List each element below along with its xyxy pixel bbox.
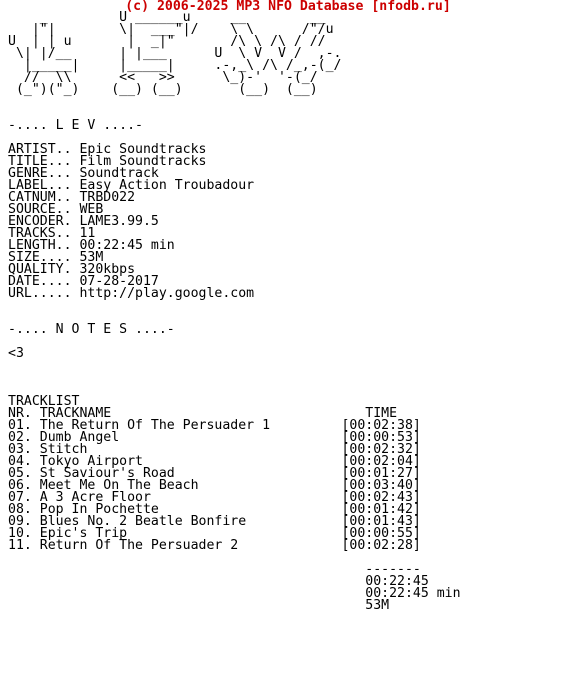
tracklist-column-header: NR. TRACKNAME TIME	[8, 406, 398, 421]
nfo-document	[8, 12, 461, 612]
tracklist-title: TRACKLIST	[8, 394, 80, 409]
tracklist-rows: 01. The Return Of The Persuader 1 [00:02:38] 02. Dumb Angel [00:00:53] 03. Stitch [00:02:32] 04. Tokyo Airport [00:02:04] 05. St Saviour's Road [00:01:27] 06. Meet Me On The Beach [00:03:40] 07. A 3 Acre Floor [00:02:43] 08. Pop In Pochette [00:01:42] 09. Blues No. 2 Beatle Bonfire [00:01:43] 10. Epic's Trip [00:00:55] 11. Return Of The Persuader 2 [00:02:28]	[8, 418, 421, 553]
release-info-block: ARTIST.. Epic Soundtracks TITLE... Film Soundtracks GENRE... Soundtrack LABEL... Easy Action Troubadour CATNUM.. TRBD022 SOURCE.. WEB ENCODER. LAME3.99.5 TRACKS.. 11 LENGTH.. 00:22:45 min SIZE.... 53M QUALITY. 320kbps DATE.... 07-28-2017 URL..... http://play.google.com	[8, 142, 255, 301]
nfodb-credit-header: (c) 2006-2025 MP3 NFO Database [nfodb.ru]	[125, 0, 451, 14]
notes-section-divider: -.... N O T E S ....-	[8, 322, 175, 337]
tracklist-summary: ------- 00:22:45 00:22:45 min 53M	[365, 562, 461, 613]
ascii-logo-lev: _ U ______u __ __ |"| \| ___"|/ \ \ /"/u U | | u | _|" /\ \ /\ / // \| |/__ | |___ U \ V V / ,-. |_____| |_____| .-,_\ /\ /_,-(_/ // \\ << >> \_)-' '-(_/ (_")("_) (__) (__) (__) (__)	[8, 10, 342, 97]
notes-text: <3	[8, 346, 24, 361]
lev-section-divider: -.... L E V ....-	[8, 118, 143, 133]
